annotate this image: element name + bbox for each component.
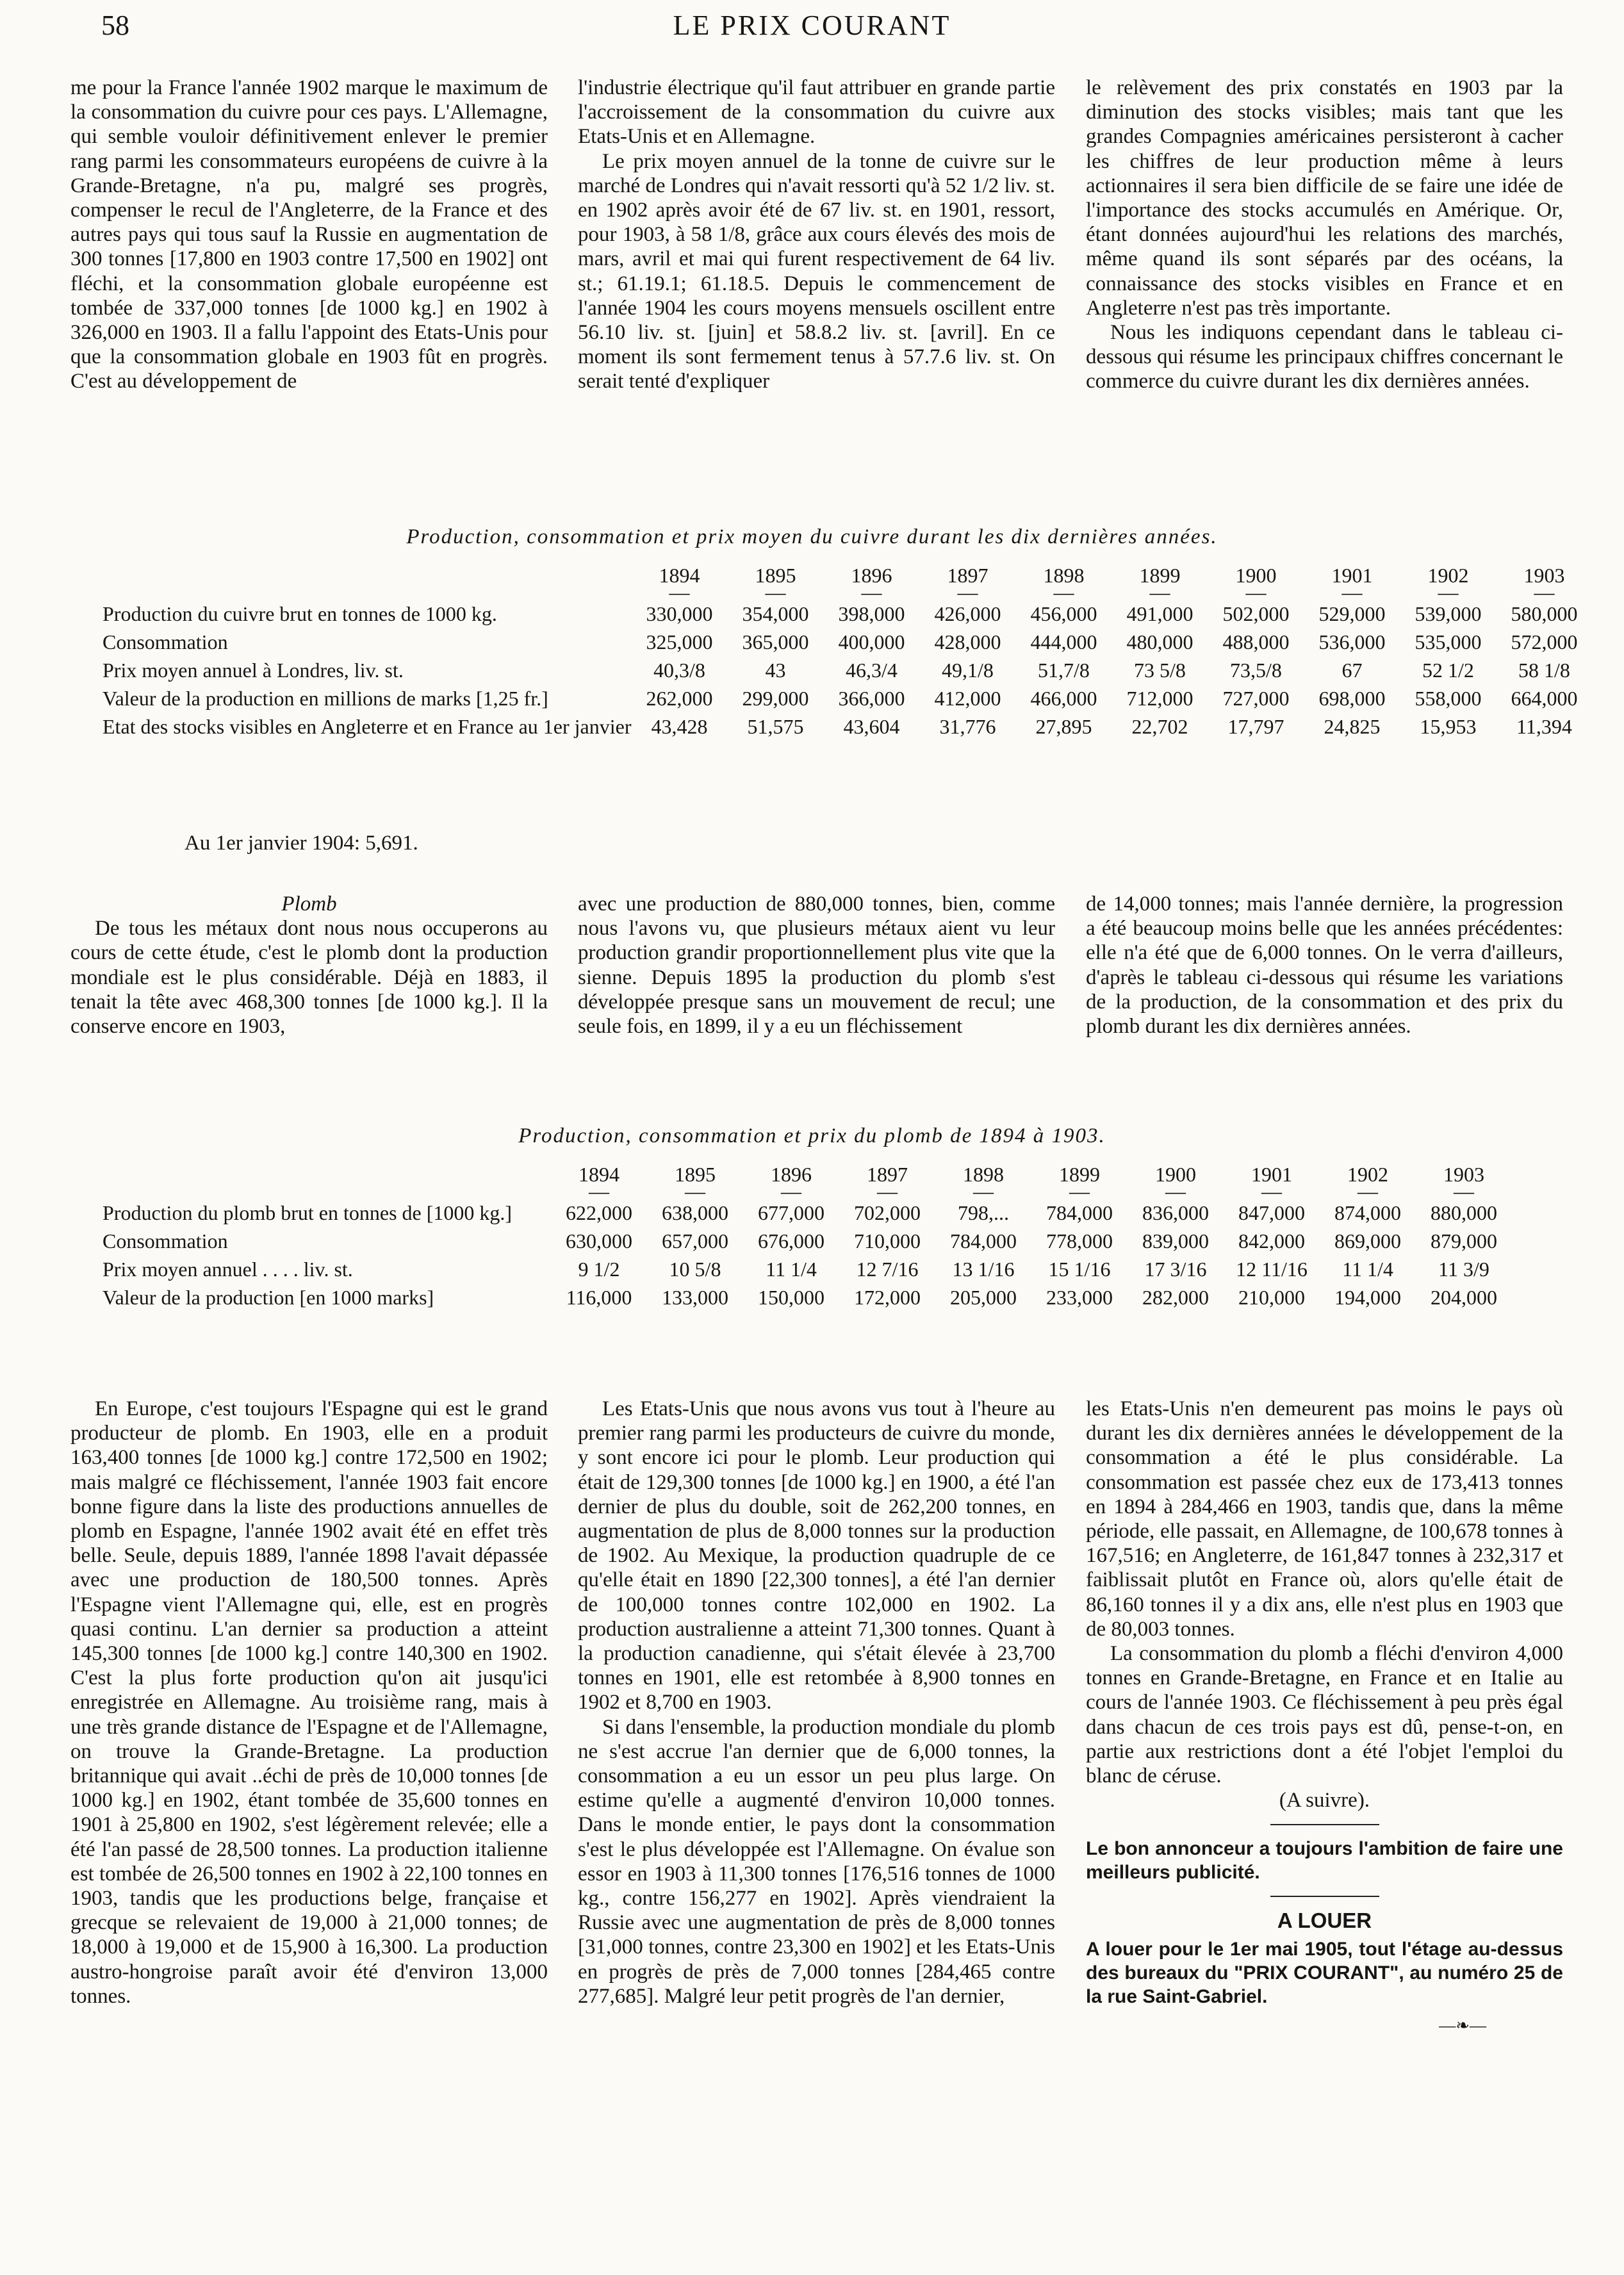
table-row bbox=[103, 1253, 1512, 1281]
table-cell: 836,000 bbox=[1142, 1201, 1209, 1224]
row-label: Prix moyen annuel à Londres, liv. st. bbox=[103, 659, 404, 682]
table-cell: 784,000 bbox=[950, 1229, 1017, 1252]
year-header: 1900 — bbox=[1235, 564, 1277, 604]
table-cell: 539,000 bbox=[1415, 602, 1482, 625]
table-cell: 698,000 bbox=[1318, 687, 1386, 710]
paragraph: En Europe, c'est toujours l'Espagne qui est le grand producteur de plomb. En 1903, elle en a produit 163,400 tonnes [de 1000 kg.] contre 172,500 en 1902; mais malgré ce fléchissement, l'année 1903 fait encore bonne figure dans la liste des productions annuelles de plomb en Espagne, l'année 1902 avait été en effet très belle. Seule, depuis 1889, l'année 1898 l'avait dépassée avec une production de 180,500 tonnes. Après l'Espagne vient l'Allemagne qui, elle, est en progrès quasi continu. L'an dernier sa production a atteint 145,300 tonnes [de 1000 kg.] contre 140,300 en 1902. C'est la plus forte production qu'on ait jusqu'ici enregistrée en Allemagne. Au troisième rang, mais à une très grande distance de l'Espagne et de l'Allemagne, on trouve la Grande-Bretagne. La production britannique qui avait ..échi de près de 10,000 tonnes [de 1000 kg.] en 1902, étant tombée de 35,600 tonnes en 1901 à 25,800 en 1902, s'est légèrement relevée; elle a été l'an passé de 28,500 tonnes. La production italienne est tombée de 26,500 tonnes en 1902 à 22,100 tonnes en 1903, tandis que les productions belge, française et grecque se relevaient de 19,000 à 21,000 tonnes; de 18,000 à 19,000 et de 15,900 à 16,300. La production austro-hongroise paraît avoir été d'environ 13,000 tonnes. bbox=[70, 1397, 548, 2008]
table-cell: 43,604 bbox=[843, 715, 900, 738]
year-header: 1901 — bbox=[1331, 564, 1373, 604]
table-cell: 233,000 bbox=[1046, 1286, 1113, 1309]
paragraph: Le prix moyen annuel de la tonne de cuivre sur le marché de Londres qui n'avait ressorti qu'à 52 1/2 liv. st. en 1902 après avoir été de 67 liv. st. en 1901, ressort, pour 1903, à 58 1/8, grâce aux cours élevés des mois de mars, avril et mai qui furent respectivement de 64 liv. st.; 61.19.1; 61.18.5. Depuis le commencement de l'année 1904 les cours moyens mensuels oscillent entre 56.10 liv. st. [juin] et 58.8.2 liv. st. [avril]. En ce moment ils sont fermement tenus à 57.7.6 liv. st. On serait tenté d'expliquer bbox=[578, 149, 1055, 393]
table-cell: 657,000 bbox=[662, 1229, 728, 1252]
year-header: 1894 — bbox=[578, 1163, 619, 1203]
table-cell: 558,000 bbox=[1415, 687, 1482, 710]
row-label: Valeur de la production [en 1000 marks] bbox=[103, 1286, 434, 1309]
year-header: 1899 — bbox=[1059, 1163, 1100, 1203]
table-cell: 31,776 bbox=[939, 715, 996, 738]
table-header-row bbox=[103, 564, 1592, 598]
year-header: 1902 — bbox=[1427, 564, 1469, 604]
row-label: Consommation bbox=[103, 630, 228, 653]
year-header: 1901 — bbox=[1251, 1163, 1292, 1203]
table-cell: 150,000 bbox=[758, 1286, 824, 1309]
ornament-icon: —❧— bbox=[1439, 2016, 1486, 2035]
paragraph: l'industrie électrique qu'il faut attribuer en grande partie l'accroissement de la consommation du cuivre aux Etats-Unis et en Allemagne. bbox=[578, 76, 1055, 149]
table-cell: 727,000 bbox=[1222, 687, 1290, 710]
table-cell: 52 1/2 bbox=[1422, 659, 1474, 682]
lead-text-col1 bbox=[70, 892, 548, 1039]
table-row bbox=[103, 598, 1592, 626]
table-cell: 73,5/8 bbox=[1230, 659, 1282, 682]
paragraph: De tous les métaux dont nous nous occuperons au cours de cette étude, c'est le plomb dont la production mondiale est le plus considérable. Déjà en 1883, il tenait la tête avec 468,300 tonnes [de 1000 kg.]. Il la conserve encore en 1903, bbox=[70, 917, 548, 1039]
year-header: 1898 — bbox=[963, 1163, 1004, 1203]
lead-text-col3 bbox=[1086, 892, 1563, 1039]
table-cell: 17 3/16 bbox=[1144, 1258, 1207, 1281]
table-cell: 702,000 bbox=[854, 1201, 921, 1224]
a-louer-heading: A LOUER bbox=[1277, 1909, 1372, 1933]
year-header: 1894 — bbox=[659, 564, 700, 604]
paragraph: les Etats-Unis n'en demeurent pas moins le pays où durant les dix dernières années le développement de la consommation a été le plus considérable. La consommation est passée chez eux de 173,413 tonnes en 1894 à 284,466 en 1903, tandis que, dans la même période, elle passait, en Allemagne, de 100,678 tonnes à 167,516; en Angleterre, de 161,847 tonnes à 232,317 et faiblissait plutôt en France où, alors qu'elle était de 86,160 tonnes il y a dix ans, elle n'est plus en 1903 que de 80,003 tonnes. bbox=[1086, 1397, 1563, 1641]
advertising-notice: Le bon annonceur a toujours l'ambition de faire une meilleurs publicité. bbox=[1086, 1838, 1563, 1884]
table-cell: 630,000 bbox=[566, 1229, 632, 1252]
page-number: 58 bbox=[101, 10, 129, 41]
header-spacer bbox=[103, 1163, 551, 1197]
lead-detail-col2 bbox=[578, 1397, 1055, 2008]
table-row bbox=[103, 1281, 1512, 1310]
table-cell: 502,000 bbox=[1222, 602, 1290, 625]
table-row bbox=[103, 1197, 1512, 1225]
year-header: 1898 — bbox=[1043, 564, 1085, 604]
table-cell: 15,953 bbox=[1420, 715, 1477, 738]
divider bbox=[1270, 1896, 1379, 1897]
table-cell: 491,000 bbox=[1126, 602, 1193, 625]
a-louer-text: A louer pour le 1er mai 1905, tout l'étage au-dessus des bureaux du "PRIX COURANT", au numéro 25 de la rue Saint-Gabriel. bbox=[1086, 1938, 1563, 2007]
table-cell: 9 1/2 bbox=[578, 1258, 620, 1281]
table-cell: 456,000 bbox=[1030, 602, 1097, 625]
table-cell: 11 3/9 bbox=[1438, 1258, 1489, 1281]
table-cell: 51,7/8 bbox=[1038, 659, 1090, 682]
table-cell: 839,000 bbox=[1142, 1229, 1209, 1252]
lead-detail-col3 bbox=[1086, 1397, 1563, 2038]
table-cell: 847,000 bbox=[1238, 1201, 1305, 1224]
year-header: 1897 — bbox=[867, 1163, 908, 1203]
running-title: LE PRIX COURANT bbox=[673, 10, 951, 41]
table-cell: 535,000 bbox=[1415, 630, 1482, 653]
table-cell: 11 1/4 bbox=[1342, 1258, 1393, 1281]
table-cell: 869,000 bbox=[1334, 1229, 1401, 1252]
table-cell: 262,000 bbox=[646, 687, 713, 710]
table-row bbox=[103, 654, 1592, 682]
table-cell: 49,1/8 bbox=[942, 659, 994, 682]
lead-table bbox=[103, 1163, 1512, 1310]
table-cell: 116,000 bbox=[566, 1286, 632, 1309]
copper-text-col1 bbox=[70, 76, 548, 394]
table-cell: 330,000 bbox=[646, 602, 713, 625]
table-cell: 638,000 bbox=[662, 1201, 728, 1224]
table-cell: 73 5/8 bbox=[1134, 659, 1186, 682]
copper-table-title: Production, consommation et prix moyen du cuivre durant les dix dernières années. bbox=[406, 525, 1218, 548]
table-cell: 712,000 bbox=[1126, 687, 1193, 710]
table-cell: 58 1/8 bbox=[1518, 659, 1570, 682]
table-cell: 428,000 bbox=[934, 630, 1001, 653]
table-cell: 133,000 bbox=[662, 1286, 728, 1309]
a-suivre: (A suivre). bbox=[1279, 1789, 1370, 1812]
table-cell: 46,3/4 bbox=[846, 659, 898, 682]
table-cell: 529,000 bbox=[1318, 602, 1386, 625]
year-header: 1903 — bbox=[1443, 1163, 1484, 1203]
table-cell: 874,000 bbox=[1334, 1201, 1401, 1224]
row-label: Production du cuivre brut en tonnes de 1000 kg. bbox=[103, 602, 497, 625]
table-cell: 664,000 bbox=[1511, 687, 1578, 710]
paragraph: Si dans l'ensemble, la production mondiale du plomb ne s'est accrue l'an dernier que de 6,000 tonnes, la consommation a eu un essor un peu plus large. On estime qu'elle a augmenté d'environ 10,000 tonnes. Dans le monde entier, le pays dont la consommation s'est le plus développée est l'Allemagne. On évalue son essor en 1903 à 11,300 tonnes [176,516 tonnes de 1000 kg., contre 156,277 en 1902]. Après viendraient la Russie avec une augmentation de près de 8,000 tonnes [31,000 tonnes, contre 23,300 en 1902] et les Etats-Unis en progrès de près de 7,000 tonnes [284,465 contre 277,685]. Malgré leur petit progrès de l'an dernier, bbox=[578, 1715, 1055, 2008]
table-cell: 572,000 bbox=[1511, 630, 1578, 653]
table-cell: 426,000 bbox=[934, 602, 1001, 625]
year-header: 1895 — bbox=[755, 564, 796, 604]
table-cell: 480,000 bbox=[1126, 630, 1193, 653]
year-header: 1895 — bbox=[675, 1163, 716, 1203]
paragraph: me pour la France l'année 1902 marque le maximum de la consommation du cuivre pour ces pays. L'Allemagne, qui semble vouloir définitivement enlever le premier rang parmi les consommateurs européens de cuivre à la Grande-Bretagne, n'a pu, malgré ses progrès, compenser le recul de l'Angleterre, de la France et des autres pays qui tous sauf la Russie en augmentation de 300 tonnes [17,800 en 1903 contre 17,500 en 1902] ont fléchi, et la consommation globale européenne est tombée de 337,000 tonnes [de 1000 kg.] en 1902 à 326,000 en 1903. Il a fallu l'appoint des Etats-Unis pour que la consommation globale en 1903 fût en progrès. C'est au développement de bbox=[70, 76, 548, 393]
table-cell: 710,000 bbox=[854, 1229, 921, 1252]
table-cell: 444,000 bbox=[1030, 630, 1097, 653]
table-cell: 798,... bbox=[958, 1201, 1009, 1224]
table-cell: 12 11/16 bbox=[1236, 1258, 1308, 1281]
table-cell: 43,428 bbox=[651, 715, 708, 738]
table-header-row bbox=[103, 1163, 1512, 1197]
year-header: 1903 — bbox=[1523, 564, 1565, 604]
paragraph: de 14,000 tonnes; mais l'année dernière, la progression a été beaucoup moins belle que les années précédentes: elle n'a été que de 6,000 tonnes. On le verra d'ailleurs, d'après le tableau ci-dessous qui résume les variations de la production, de la consommation et des prix du plomb durant les dix dernières années. bbox=[1086, 892, 1563, 1039]
table-cell: 12 7/16 bbox=[856, 1258, 919, 1281]
row-label: Valeur de la production en millions de marks [1,25 fr.] bbox=[103, 687, 548, 710]
table-cell: 13 1/16 bbox=[952, 1258, 1015, 1281]
paragraph: avec une production de 880,000 tonnes, bien, comme nous l'avons vu, que plusieurs métaux aient vu leur production grandir proportionnellement plus vite que la sienne. Depuis 1895 la production du plomb s'est développée presque sans un mouvement de recul; une seule fois, en 1899, il y a eu un fléchissement bbox=[578, 892, 1055, 1039]
section-heading-plomb: Plomb bbox=[281, 892, 337, 916]
lead-text-col2 bbox=[578, 892, 1055, 1039]
table-row bbox=[103, 710, 1592, 739]
table-cell: 67 bbox=[1341, 659, 1363, 682]
table-cell: 210,000 bbox=[1238, 1286, 1305, 1309]
table-cell: 677,000 bbox=[758, 1201, 824, 1224]
table-cell: 325,000 bbox=[646, 630, 713, 653]
header-spacer bbox=[103, 564, 631, 598]
table-cell: 282,000 bbox=[1142, 1286, 1209, 1309]
table-cell: 11 1/4 bbox=[766, 1258, 817, 1281]
row-label: Consommation bbox=[103, 1229, 228, 1252]
year-header: 1896 — bbox=[771, 1163, 812, 1203]
table-cell: 15 1/16 bbox=[1048, 1258, 1111, 1281]
paragraph: le relèvement des prix constatés en 1903 par la diminution des stocks visibles; mais tant que les grandes Compagnies américaines persisteront à cacher les chiffres de leur production même à leurs actionnaires il sera bien difficile de se faire une idée de l'importance des stocks accumulés en Amérique. Or, étant données aujourd'hui les relations des marchés, même quand ils sont séparés par des océans, la connaissance des stocks visibles en France et en Angleterre n'est pas très importante. bbox=[1086, 76, 1563, 320]
table-cell: 194,000 bbox=[1334, 1286, 1401, 1309]
table-row bbox=[103, 1225, 1512, 1253]
table-cell: 205,000 bbox=[950, 1286, 1017, 1309]
table-cell: 354,000 bbox=[742, 602, 809, 625]
table-cell: 365,000 bbox=[742, 630, 809, 653]
divider bbox=[1270, 1824, 1379, 1825]
row-label: Prix moyen annuel . . . . liv. st. bbox=[103, 1258, 353, 1281]
table-cell: 299,000 bbox=[742, 687, 809, 710]
table-cell: 879,000 bbox=[1431, 1229, 1497, 1252]
table-cell: 17,797 bbox=[1227, 715, 1284, 738]
table-row bbox=[103, 626, 1592, 654]
table-cell: 412,000 bbox=[934, 687, 1001, 710]
year-header: 1896 — bbox=[851, 564, 892, 604]
table-cell: 172,000 bbox=[854, 1286, 921, 1309]
table-cell: 622,000 bbox=[566, 1201, 632, 1224]
table-cell: 536,000 bbox=[1318, 630, 1386, 653]
table-cell: 784,000 bbox=[1046, 1201, 1113, 1224]
copper-table-note: Au 1er janvier 1904: 5,691. bbox=[185, 832, 418, 855]
table-cell: 880,000 bbox=[1431, 1201, 1497, 1224]
table-row bbox=[103, 682, 1592, 710]
table-cell: 778,000 bbox=[1046, 1229, 1113, 1252]
table-cell: 676,000 bbox=[758, 1229, 824, 1252]
table-cell: 24,825 bbox=[1324, 715, 1381, 738]
table-cell: 40,3/8 bbox=[653, 659, 705, 682]
table-cell: 10 5/8 bbox=[669, 1258, 721, 1281]
copper-text-col2 bbox=[578, 76, 1055, 394]
year-header: 1899 — bbox=[1139, 564, 1181, 604]
paragraph: Les Etats-Unis que nous avons vus tout à l'heure au premier rang parmi les producteurs de cuivre du monde, y sont encore ici pour le plomb. Leur production qui était de 129,300 tonnes [de 1000 kg.] en 1900, a été l'an dernier de plus du double, soit de 262,200 tonnes, en augmentation de plus de 8,000 tonnes sur la production de 1902. Au Mexique, la production quadruple de ce qu'elle était en 1890 [22,300 tonnes], a été l'an dernier de 100,000 tonnes contre 102,000 en 1902. La production australienne a atteint 71,300 tonnes. Quant à la production canadienne, qui s'était élevée à 23,700 tonnes en 1901, elle est retombée à 8,900 tonnes en 1902 et 8,700 en 1903. bbox=[578, 1397, 1055, 1714]
copper-text-col3 bbox=[1086, 76, 1563, 394]
table-cell: 51,575 bbox=[747, 715, 804, 738]
table-cell: 580,000 bbox=[1511, 602, 1578, 625]
table-cell: 43 bbox=[765, 659, 786, 682]
table-cell: 400,000 bbox=[838, 630, 905, 653]
lead-detail-col1 bbox=[70, 1397, 548, 2008]
lead-table-title: Production, consommation et prix du plomb de 1894 à 1903. bbox=[518, 1124, 1106, 1147]
copper-table bbox=[103, 564, 1592, 739]
year-header: 1897 — bbox=[947, 564, 988, 604]
paragraph: La consommation du plomb a fléchi d'environ 4,000 tonnes en Grande-Bretagne, en France et en Italie au cours de l'année 1903. Ce fléchissement à peu près égal dans chacun de ces trois pays est dû, pense-t-on, en partie aux restrictions dont a été l'objet l'emploi du blanc de céruse. bbox=[1086, 1642, 1563, 1788]
table-cell: 466,000 bbox=[1030, 687, 1097, 710]
table-cell: 842,000 bbox=[1238, 1229, 1305, 1252]
paragraph: Nous les indiquons cependant dans le tableau ci-dessous qui résume les principaux chiffres concernant le commerce du cuivre durant les dix dernières années. bbox=[1086, 321, 1563, 393]
table-cell: 27,895 bbox=[1035, 715, 1092, 738]
table-cell: 366,000 bbox=[838, 687, 905, 710]
table-cell: 22,702 bbox=[1131, 715, 1188, 738]
table-cell: 488,000 bbox=[1222, 630, 1290, 653]
table-cell: 204,000 bbox=[1431, 1286, 1497, 1309]
table-cell: 11,394 bbox=[1516, 715, 1572, 738]
table-cell: 398,000 bbox=[838, 602, 905, 625]
year-header: 1902 — bbox=[1347, 1163, 1388, 1203]
row-label: Etat des stocks visibles en Angleterre et en France au 1er janvier bbox=[103, 715, 632, 738]
year-header: 1900 — bbox=[1155, 1163, 1196, 1203]
row-label: Production du plomb brut en tonnes de [1000 kg.] bbox=[103, 1201, 513, 1224]
